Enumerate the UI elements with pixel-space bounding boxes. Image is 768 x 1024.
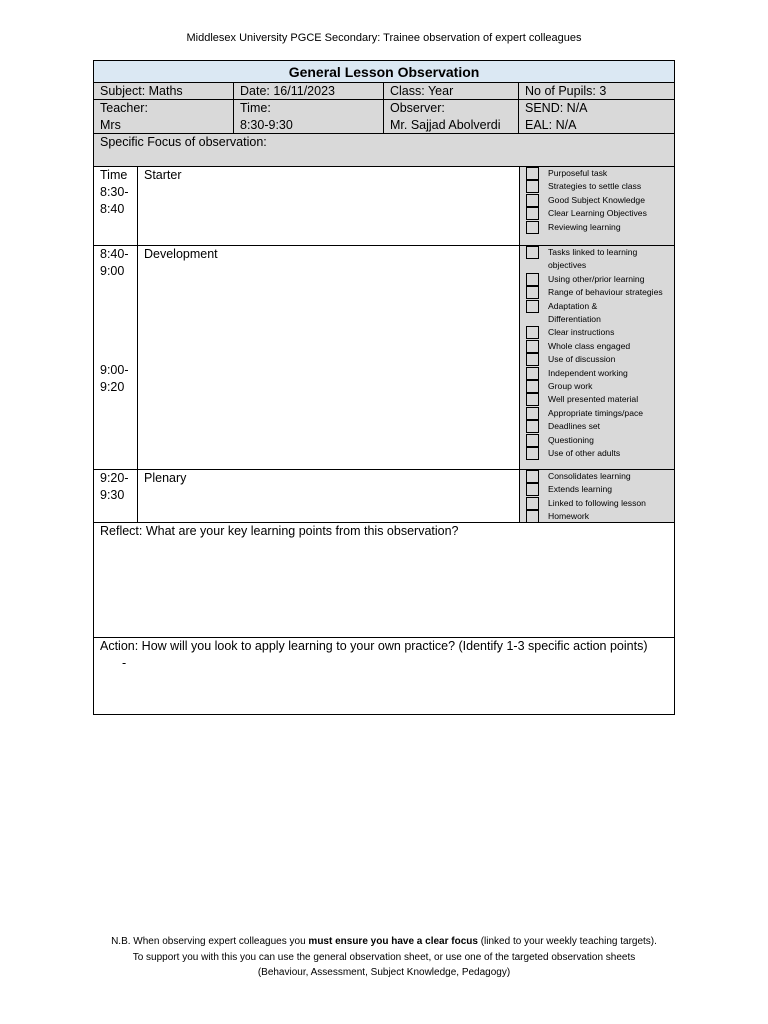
checkbox[interactable] bbox=[526, 207, 539, 220]
checkbox[interactable] bbox=[526, 246, 539, 259]
starter-time-end: 8:40 bbox=[100, 202, 125, 216]
info-row-1 bbox=[94, 83, 674, 100]
checkbox[interactable] bbox=[526, 194, 539, 207]
checklist-label: Tasks linked to learning objectives bbox=[548, 247, 638, 271]
checklist-item[interactable] bbox=[520, 380, 674, 393]
time-label: Time: bbox=[240, 101, 271, 115]
checklist-label: Use of discussion bbox=[548, 354, 616, 365]
send-eal-field[interactable] bbox=[519, 100, 674, 133]
checklist-label: Range of behaviour strategies bbox=[548, 287, 663, 298]
checklist-item[interactable] bbox=[520, 483, 674, 496]
checklist-item[interactable] bbox=[520, 246, 674, 273]
plenary-section bbox=[94, 470, 674, 523]
teacher-value: Mrs bbox=[100, 118, 121, 132]
checklist-label: Questioning bbox=[548, 434, 594, 445]
development-section bbox=[94, 246, 674, 470]
starter-section bbox=[94, 167, 674, 246]
action-bullet: - bbox=[122, 656, 127, 670]
date-field[interactable]: Date: 16/11/2023 bbox=[234, 83, 384, 99]
checklist-label: Clear Learning Objectives bbox=[548, 208, 647, 219]
observation-form bbox=[93, 60, 675, 715]
checklist-label: Reviewing learning bbox=[548, 221, 621, 232]
checklist-label: Well presented material bbox=[548, 394, 639, 405]
starter-label: Starter bbox=[144, 168, 182, 182]
development-time-cell bbox=[94, 246, 138, 469]
reflect-prompt: Reflect: What are your key learning points from this observation? bbox=[100, 524, 459, 538]
teacher-label: Teacher: bbox=[100, 101, 148, 115]
checkbox[interactable] bbox=[526, 420, 539, 433]
footer-line-2: To support you with this you can use the general observation sheet, or use one of the targeted observation sheets bbox=[132, 951, 636, 963]
checkbox[interactable] bbox=[526, 353, 539, 366]
plenary-label: Plenary bbox=[144, 471, 187, 485]
observer-value: Mr. Sajjad Abolverdi bbox=[390, 118, 501, 132]
subject-field[interactable]: Subject: Maths bbox=[94, 83, 234, 99]
focus-row[interactable] bbox=[94, 134, 674, 167]
checkbox[interactable] bbox=[526, 393, 539, 406]
checkbox[interactable] bbox=[526, 483, 539, 496]
development-time-start: 8:40- bbox=[100, 247, 129, 261]
checkbox[interactable] bbox=[526, 340, 539, 353]
checkbox[interactable] bbox=[526, 300, 539, 313]
checklist-label: Good Subject Knowledge bbox=[548, 194, 645, 205]
checkbox[interactable] bbox=[526, 286, 539, 299]
checklist-label: Purposeful task bbox=[548, 168, 608, 178]
checklist-item[interactable] bbox=[520, 497, 674, 510]
eal-value: EAL: N/A bbox=[525, 118, 577, 132]
checklist-item[interactable] bbox=[520, 420, 674, 433]
checklist-label: Whole class engaged bbox=[548, 340, 631, 351]
plenary-time-start: 9:20- bbox=[100, 471, 129, 485]
checklist-label: Use of other adults bbox=[548, 448, 621, 459]
send-value: SEND: N/A bbox=[525, 101, 588, 115]
checklist-label: Consolidates learning bbox=[548, 471, 631, 481]
footer-text: (linked to your weekly teaching targets). bbox=[477, 936, 657, 947]
checklist-label: Appropriate timings/pace bbox=[548, 407, 644, 418]
footer-line-3: (Behaviour, Assessment, Subject Knowledge, Pedagogy) bbox=[257, 967, 511, 978]
checkbox[interactable] bbox=[526, 273, 539, 286]
development-time-start-2: 9:00- bbox=[100, 363, 129, 377]
form-title: General Lesson Observation bbox=[94, 61, 674, 83]
development-label: Development bbox=[144, 247, 218, 261]
plenary-notes-cell[interactable] bbox=[138, 470, 520, 522]
checklist-item[interactable] bbox=[520, 167, 674, 180]
checklist-item[interactable] bbox=[520, 447, 674, 460]
checkbox[interactable] bbox=[526, 434, 539, 447]
checklist-label: Group work bbox=[548, 381, 593, 392]
teacher-field[interactable] bbox=[94, 100, 234, 133]
starter-checklist bbox=[520, 167, 674, 245]
development-time-end: 9:00 bbox=[100, 264, 125, 278]
checklist-item[interactable] bbox=[520, 286, 674, 299]
observer-field[interactable] bbox=[384, 100, 519, 133]
checkbox[interactable] bbox=[526, 470, 539, 483]
time-value: 8:30-9:30 bbox=[240, 118, 293, 132]
footer-note bbox=[0, 934, 768, 981]
time-header: Time bbox=[100, 168, 128, 182]
checkbox[interactable] bbox=[526, 326, 539, 339]
checklist-item[interactable] bbox=[520, 367, 674, 380]
checklist-label: Strategies to settle class bbox=[548, 181, 642, 192]
checklist-label: Deadlines set bbox=[548, 421, 601, 432]
document-header: Middlesex University PGCE Secondary: Trainee observation of expert colleagues bbox=[186, 32, 582, 44]
checklist-item[interactable] bbox=[520, 510, 674, 522]
checklist-item[interactable] bbox=[520, 340, 674, 353]
action-section[interactable] bbox=[94, 638, 674, 714]
focus-label: Specific Focus of observation: bbox=[100, 135, 267, 149]
checklist-item[interactable] bbox=[520, 194, 674, 207]
checklist-label: Clear instructions bbox=[548, 327, 615, 338]
checkbox[interactable] bbox=[526, 167, 539, 180]
observer-label: Observer: bbox=[390, 101, 445, 115]
footer-emphasis: must ensure you have a clear focus bbox=[308, 936, 478, 947]
checkbox[interactable] bbox=[526, 221, 539, 234]
checklist-label: Adaptation & Differentiation bbox=[548, 300, 601, 325]
checklist-label: Using other/prior learning bbox=[548, 273, 645, 284]
checkbox[interactable] bbox=[526, 497, 539, 510]
time-field[interactable] bbox=[234, 100, 384, 133]
checklist-item[interactable] bbox=[520, 207, 674, 220]
footer-line-1 bbox=[0, 934, 768, 950]
development-time-end-2: 9:20 bbox=[100, 380, 125, 394]
class-field[interactable]: Class: Year bbox=[384, 83, 519, 99]
checklist-label: Independent working bbox=[548, 367, 628, 378]
checklist-item[interactable] bbox=[520, 180, 674, 193]
checkbox[interactable] bbox=[526, 180, 539, 193]
checklist-label: Extends learning bbox=[548, 484, 613, 495]
plenary-time-cell bbox=[94, 470, 138, 522]
checklist-item[interactable] bbox=[520, 407, 674, 420]
checkbox[interactable] bbox=[526, 380, 539, 393]
starter-time-start: 8:30- bbox=[100, 185, 129, 199]
checklist-item[interactable] bbox=[520, 470, 674, 483]
checkbox[interactable] bbox=[526, 510, 539, 522]
checklist-item[interactable] bbox=[520, 221, 674, 234]
development-notes-cell[interactable] bbox=[138, 246, 520, 469]
reflect-section[interactable] bbox=[94, 523, 674, 638]
checklist-item[interactable] bbox=[520, 393, 674, 406]
footer-text: N.B. When observing expert colleagues you bbox=[111, 936, 309, 947]
starter-notes-cell[interactable] bbox=[138, 167, 520, 245]
checklist-item[interactable] bbox=[520, 273, 674, 286]
checklist-label: Homework bbox=[548, 511, 590, 522]
action-prompt: Action: How will you look to apply learning to your own practice? (Identify 1-3 specific action points) bbox=[100, 639, 648, 653]
checklist-label: Linked to following lesson bbox=[548, 497, 646, 508]
development-checklist bbox=[520, 246, 674, 469]
checklist-item[interactable] bbox=[520, 353, 674, 366]
plenary-time-end: 9:30 bbox=[100, 488, 125, 502]
checkbox[interactable] bbox=[526, 407, 539, 420]
checklist-item[interactable] bbox=[520, 434, 674, 447]
checklist-item[interactable] bbox=[520, 300, 674, 327]
info-row-2 bbox=[94, 100, 674, 134]
checkbox[interactable] bbox=[526, 447, 539, 460]
starter-time-cell bbox=[94, 167, 138, 245]
pupils-field[interactable]: No of Pupils: 3 bbox=[525, 84, 607, 98]
checkbox[interactable] bbox=[526, 367, 539, 380]
plenary-checklist bbox=[520, 470, 674, 522]
checklist-item[interactable] bbox=[520, 326, 674, 339]
